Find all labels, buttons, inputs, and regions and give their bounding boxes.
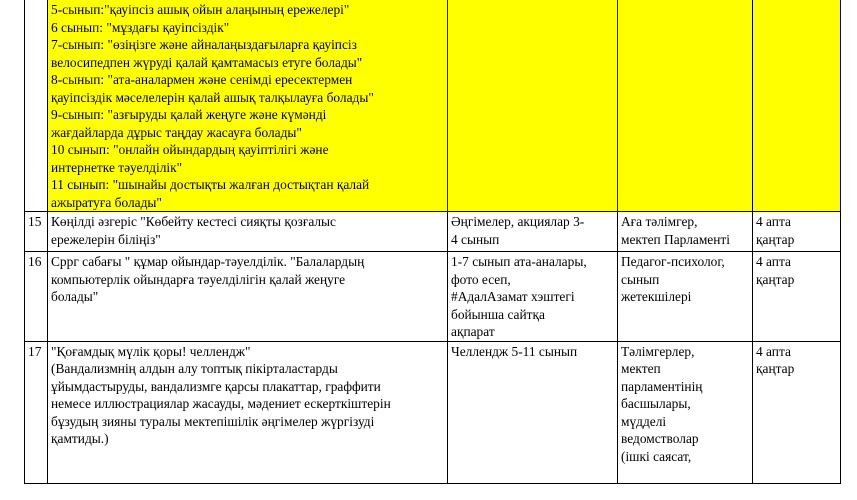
event-form — [448, 341, 618, 483]
table-row — [25, 341, 841, 483]
event-timing — [753, 252, 841, 342]
form-line: бойынша сайтқа — [451, 306, 545, 322]
row-number — [25, 0, 48, 212]
form-line: фото есеп, — [451, 271, 511, 287]
responsible-line: мектеп — [621, 361, 661, 376]
responsible-line: Аға тәлімгер, — [621, 214, 698, 229]
form-line: ақпарат — [451, 324, 495, 339]
table-row — [25, 212, 841, 252]
event-form — [448, 252, 618, 342]
form-line: Әңгімелер, акциялар 3- — [451, 214, 585, 229]
title-line: 10 сынып: "онлайн ойындардың қауіптілігі және — [51, 142, 329, 157]
row-number: 17 — [25, 341, 48, 483]
responsible-line: мектеп Парламенті — [621, 231, 730, 247]
responsible-line: (ішкі саясат, — [621, 448, 692, 464]
form-line: #АдалАзамат хэштегі — [451, 289, 575, 304]
title-line: компьютерлік ойындарға тәуелділігін қалай жеңуге — [51, 271, 346, 287]
event-timing — [753, 212, 841, 252]
event-form — [448, 212, 618, 252]
title-line: жағдайларда дұрыс таңдау жасауға болады" — [51, 124, 302, 140]
row-number: 15 — [25, 212, 48, 252]
event-responsible — [618, 212, 753, 252]
event-responsible — [618, 0, 753, 212]
row-number: 16 — [25, 252, 48, 342]
timing-line: 4 апта — [756, 343, 791, 359]
form-line: Челлендж 5-11 сынып — [451, 343, 578, 359]
title-line: 8-сынып: "ата-аналармен және сенімді ересектермен — [51, 72, 353, 87]
responsible-line: сынып — [621, 271, 660, 287]
table-row — [25, 0, 841, 212]
title-line: велосипедпен жүруді қалай қамтамасыз етуге болады" — [51, 54, 363, 70]
timing-line: қаңтар — [756, 231, 795, 247]
event-title — [48, 252, 448, 342]
responsible-line: ведомстволар — [621, 431, 699, 446]
form-line: 4 сынып — [451, 231, 500, 247]
title-line: 9-сынып: "азғыруды қалай жеңуге және күмәнді — [51, 107, 327, 122]
title-line: 6 сынып: "мұздағы қауіпсіздік" — [51, 19, 230, 35]
event-title — [48, 0, 448, 212]
timing-line: 4 апта — [756, 214, 791, 229]
responsible-line: басшылары, — [621, 396, 691, 411]
timing-line: қаңтар — [756, 271, 795, 287]
event-timing — [753, 341, 841, 483]
event-form — [448, 0, 618, 212]
title-line: 11 сынып: "шынайы достықты жалған достықтан қалай — [51, 177, 370, 192]
event-title — [48, 341, 448, 483]
title-line: немесе иллюстрациялар жасауды, мәдениет ескерткіштерін — [51, 396, 391, 411]
title-line: ережелерін біліңіз" — [51, 231, 161, 247]
title-line: бұзудың зияны туралы мектепішілік әңгімелер жүргізуді — [51, 413, 375, 429]
event-title — [48, 212, 448, 252]
title-line: Көңілді әзгеріс "Көбейту кестесі сияқты қозғалыс — [51, 214, 337, 229]
title-line: қамтиды.) — [51, 431, 109, 446]
title-line: 7-сынып: "өзіңізге және айналаңыздағыларға қауіпсіз — [51, 37, 357, 52]
timing-line: 4 апта — [756, 254, 791, 269]
event-plan-table — [24, 0, 841, 484]
title-line: "Қоғамдық мүлік қоры! челлендж" — [51, 343, 251, 359]
event-responsible — [618, 252, 753, 342]
title-line: интернетке тәуелділік" — [51, 159, 183, 175]
form-line: 1-7 сынып ата-аналары, — [451, 254, 587, 269]
responsible-line: парламентінің — [621, 378, 703, 394]
responsible-line: мүдделі — [621, 413, 667, 429]
table-row — [25, 252, 841, 342]
responsible-line: жетекшілері — [621, 289, 692, 304]
title-line: ажыратуға болады" — [51, 194, 162, 210]
responsible-line: Тәлімгерлер, — [621, 343, 695, 359]
title-line: Сррг сабағы " құмар ойындар-тәуелділік. "Балалардың — [51, 254, 365, 269]
title-line: 5-сынып:"қауіпсіз ашық ойын алаңының ережелері" — [51, 2, 350, 17]
title-line: қауіпсіздік мәселелерін қалай ашық талқылауға болады" — [51, 89, 374, 105]
title-line: болады" — [51, 289, 99, 304]
event-responsible — [618, 341, 753, 483]
title-line: ұйымдастыруды, вандализмге қарсы плакаттар, граффити — [51, 378, 381, 394]
title-line: (Вандализмнің алдын алу топтық пікірталастарды — [51, 361, 338, 376]
event-timing — [753, 0, 841, 212]
timing-line: қаңтар — [756, 361, 795, 376]
responsible-line: Педагог-психолог, — [621, 254, 725, 269]
